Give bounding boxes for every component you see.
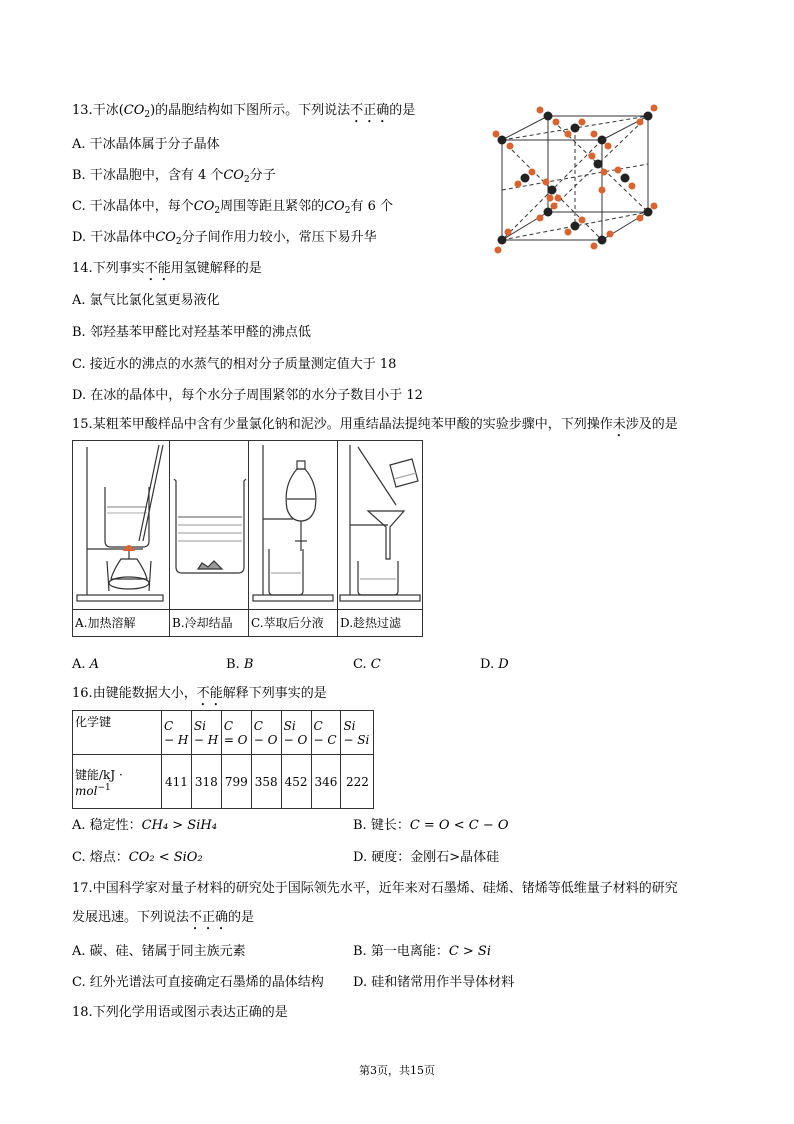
bond-cell: Si − Si [341,711,374,755]
caption-d: D.趁热过滤 [338,610,423,637]
bond-cell: C − H [162,711,192,755]
emphasis-text: 未 [612,417,626,432]
bond-cell: C − O [251,711,281,755]
q16-option-d[interactable]: D. 硬度：金刚石>晶体硅 [353,850,500,865]
energy-label: 键能/kJ · mol$^{-1}$ [73,755,162,809]
energy-value: 799 [221,755,251,809]
q14-stem: 14.下列事实不能用氢键解释的是 [72,261,262,276]
separatory-funnel-figure [249,441,338,610]
bond-cell: Si − O [281,711,311,755]
q17-option-b[interactable]: B. 第一电离能：C > Si [353,944,491,959]
q15-option-c[interactable]: C. C [353,657,381,672]
energy-value: 411 [162,755,192,809]
energy-value: 452 [281,755,311,809]
bond-header-label: 化学键 [73,711,162,755]
emphasis-text: 不能 [144,261,171,276]
energy-value: 358 [251,755,281,809]
cooling-crystallize-figure [170,441,249,610]
q16-option-c[interactable]: C. 熔点：CO₂ < SiO₂ [72,850,203,865]
q13-option-b[interactable]: B. 干冰晶胞中，含有 4 个$CO_2$分子 [72,168,276,185]
energy-value: 318 [191,755,221,809]
q13-option-c[interactable]: C. 干冰晶体中，每个$CO_2$周围等距且紧邻的$CO_2$有 6 个 [72,199,393,216]
hot-filtration-figure [338,441,423,610]
caption-c: C.萃取后分液 [249,610,338,637]
q14-option-d[interactable]: D. 在冰的晶体中，每个水分子周围紧邻的水分子数目小于 12 [72,388,423,403]
page-footer: 第3页，共15页 [359,1064,435,1077]
heating-dissolve-figure [73,441,170,610]
bond-cell: Si − H [191,711,221,755]
q15-option-d[interactable]: D. D [480,657,509,672]
q13-option-d[interactable]: D. 干冰晶体中$CO_2$分子间作用力较小，常压下易升华 [72,230,377,247]
energy-value: 346 [311,755,341,809]
energy-value: 222 [341,755,374,809]
bond-cell: C = O [221,711,251,755]
emphasis-text: 不能 [196,686,223,701]
q14-option-b[interactable]: B. 邻羟基苯甲醛比对羟基苯甲醛的沸点低 [72,325,311,340]
emphasis-text: 不正确 [350,103,390,118]
q14-option-c[interactable]: C. 接近水的沸点的水蒸气的相对分子质量测定值大于 18 [72,357,397,372]
q13-stem: 13.干冰$(CO_2)$的晶胞结构如下图所示。下列说法不正确的是 [72,103,416,120]
q15-option-b[interactable]: B. B [226,657,254,672]
q18-stem: 18.下列化学用语或图示表达正确的是 [72,1005,288,1020]
emphasis-text: 不正确 [189,910,229,925]
q17-option-d[interactable]: D. 硅和锗常用作半导体材料 [353,975,515,990]
bond-cell: C − C [311,711,341,755]
q15-option-a[interactable]: A. A [72,657,100,672]
q14-option-a[interactable]: A. 氯气比氯化氢更易液化 [72,293,220,308]
q16-option-b[interactable]: B. 键长：C = O < C − O [353,818,509,833]
q16-option-a[interactable]: A. 稳定性：CH₄ > SiH₄ [72,818,217,833]
bond-energy-table [72,710,374,809]
q17-option-a[interactable]: A. 碳、硅、锗属于同主族元素 [72,944,246,959]
q17-option-c[interactable]: C. 红外光谱法可直接确定石墨烯的晶体结构 [72,975,324,990]
q16-stem: 16.由键能数据大小，不能解释下列事实的是 [72,686,327,701]
dry-ice-unit-cell-figure [490,98,660,258]
q15-stem: 15.某粗苯甲酸样品中含有少量氯化钠和泥沙。用重结晶法提纯苯甲酸的实验步骤中，下列操作未涉及的是 [72,417,678,432]
caption-b: B.冷却结晶 [170,610,249,637]
q13-option-a[interactable]: A. 干冰晶体属于分子晶体 [72,137,220,152]
q17-stem-line2: 发展迅速。下列说法不正确的是 [72,910,255,925]
q17-stem-line1: 17.中国科学家对量子材料的研究处于国际领先水平，近年来对石墨烯、硅烯、锗烯等低维量子材料的研究 [72,881,678,896]
caption-a: A.加热溶解 [73,610,170,637]
lab-operations-table [72,440,423,637]
